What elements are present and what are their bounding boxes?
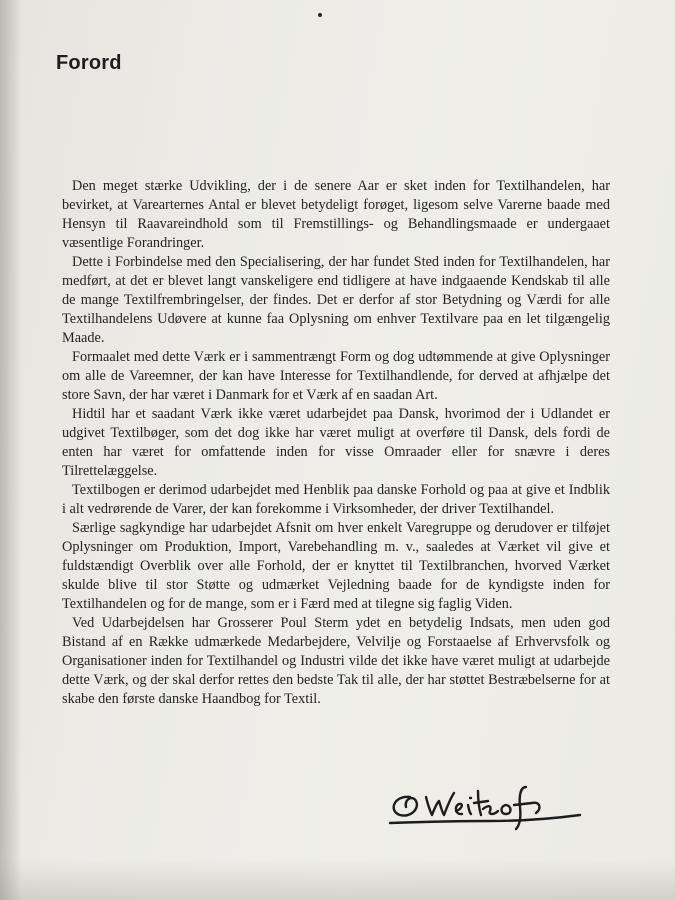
- paragraph-1: Den meget stærke Udvikling, der i de senere Aar er sket inden for Textilhandelen, har bevirket, at Varearternes Antal er blevet betydeligt forøget, ligesom selve Varerne baade med Hensyn til Raavareindhold som til Fremstillings- og Behandlingsmaade er undergaaet væsentlige Forandringer.: [62, 178, 610, 251]
- foreword-body: [62, 177, 610, 709]
- paragraph-4: Hidtil har et saadant Værk ikke været udarbejdet paa Dansk, hvorimod der i Udlandet er udgivet Textilbøger, som det dog ikke har været muligt at overføre til Dansk, dels fordi de enten har været for omfattende inden for visse Omraader eller for snævre i deres Tilrettelæggelse.: [62, 406, 610, 479]
- paragraph-5: Textilbogen er derimod udarbejdet med Henblik paa danske Forhold og paa at give et Indblik i alt vedrørende de Varer, der kan forekomme i Virksomheder, der driver Textilhandel.: [62, 482, 610, 517]
- paragraph-2: Dette i Forbindelse med den Specialisering, der har fundet Sted inden for Textilhandelen, har medført, at det er blevet langt vanskeligere end tidligere at have indgaaende Kendskab til alle de mange Textilfrembringelser, der findes. Det er derfor af stor Betydning og Værdi for alle Textilhandelens Udøvere at kunne faa Oplysning om enhver Textilvare paa en let tilgængelig Maade.: [62, 254, 610, 346]
- ink-dot: [318, 13, 322, 17]
- paragraph-3: Formaalet med dette Værk er i sammentrængt Form og dog udtømmende at give Oplysninger om alle de Vareemner, der kan have Interesse for Textilhandlende, for derved at afhjælpe det store Savn, der har været i Danmark for et Værk af en saadan Art.: [62, 349, 610, 403]
- binding-shadow: [0, 0, 22, 900]
- page-heading: Forord: [56, 52, 122, 74]
- page-bottom-shadow: [0, 860, 675, 900]
- paragraph-7: Ved Udarbejdelsen har Grosserer Poul Sterm ydet en betydelig Indsats, men uden god Bistand af en Række udmærkede Medarbejdere, Velvilje og Forstaaelse af Erhvervsfolk og Organisationer inden for Textilhandel og Industri vilde det ikke have været muligt at udarbejde dette Værk, og der skal derfor rettes den bedste Tak til alle, der har støttet Bestræbelserne for at skabe den første danske Haandbog for Textil.: [62, 615, 610, 707]
- signature-icon: [380, 775, 595, 835]
- paragraph-6: Særlige sagkyndige har udarbejdet Afsnit om hver enkelt Varegruppe og derudover er tilføjet Oplysninger om Produktion, Import, Varebehandling m. v., saaledes at Værket vil give et fuldstændigt Overblik over alle Forhold, der er knyttet til Textilbranchen, hvorved Værket skulde blive til stor Støtte og udmærket Vejledning baade for de kyndigste inden for Textilhandelen og for de mange, som er i Færd med at tilegne sig faglig Viden.: [62, 520, 610, 612]
